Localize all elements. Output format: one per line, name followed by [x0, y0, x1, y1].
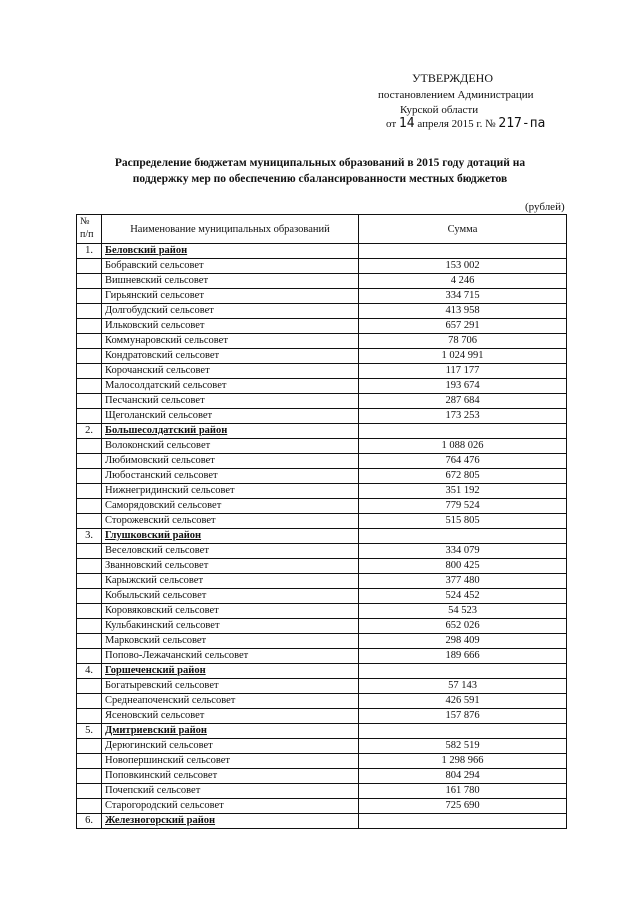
table-row [77, 439, 567, 454]
row-sum: 117 177 [359, 364, 567, 379]
row-name: Саморядовский сельсовет [102, 499, 359, 514]
row-number [77, 349, 102, 364]
row-number [77, 544, 102, 559]
table-header-row [77, 215, 567, 244]
row-number [77, 409, 102, 424]
row-sum: 1 088 026 [359, 439, 567, 454]
row-name [102, 529, 359, 544]
approval-day: 14 [398, 116, 415, 131]
table-row [77, 784, 567, 799]
row-number [77, 574, 102, 589]
row-name: Корочанский сельсовет [102, 364, 359, 379]
table-row [77, 619, 567, 634]
table-row [77, 739, 567, 754]
row-name: Ильковский сельсовет [102, 319, 359, 334]
row-name: Гирьянский сельсовет [102, 289, 359, 304]
table-row [77, 544, 567, 559]
approval-heading: УТВЕРЖДЕНО [412, 71, 494, 85]
district-row [77, 529, 567, 544]
row-number [77, 604, 102, 619]
approval-date-line [386, 116, 545, 132]
row-sum: 173 253 [359, 409, 567, 424]
district-name: Горшеченский район [105, 665, 206, 676]
table-row [77, 694, 567, 709]
row-name: Кондратовский сельсовет [102, 349, 359, 364]
district-row [77, 424, 567, 439]
row-number [77, 739, 102, 754]
row-sum: 287 684 [359, 394, 567, 409]
row-name: Щеголанский сельсовет [102, 409, 359, 424]
row-sum: 1 024 991 [359, 349, 567, 364]
row-sum: 524 452 [359, 589, 567, 604]
row-name: Сторожевский сельсовет [102, 514, 359, 529]
row-number [77, 364, 102, 379]
row-name: Песчанский сельсовет [102, 394, 359, 409]
row-sum: 189 666 [359, 649, 567, 664]
district-row [77, 244, 567, 259]
row-name: Среднеапоченский сельсовет [102, 694, 359, 709]
table-row [77, 319, 567, 334]
row-sum: 1 298 966 [359, 754, 567, 769]
row-sum [359, 814, 567, 829]
row-number [77, 799, 102, 814]
row-sum: 78 706 [359, 334, 567, 349]
row-sum: 804 294 [359, 769, 567, 784]
table-row [77, 754, 567, 769]
table-row [77, 634, 567, 649]
row-number [77, 634, 102, 649]
row-sum [359, 244, 567, 259]
row-sum [359, 424, 567, 439]
row-number [77, 304, 102, 319]
row-number [77, 274, 102, 289]
row-sum: 672 805 [359, 469, 567, 484]
row-number: 3. [77, 529, 102, 544]
row-sum: 413 958 [359, 304, 567, 319]
row-number [77, 769, 102, 784]
row-number [77, 454, 102, 469]
table-row [77, 574, 567, 589]
table-row [77, 679, 567, 694]
approval-date-prefix: от [386, 118, 397, 130]
row-sum [359, 529, 567, 544]
row-name: Новопершинский сельсовет [102, 754, 359, 769]
row-sum: 4 246 [359, 274, 567, 289]
row-name: Кульбакинский сельсовет [102, 619, 359, 634]
district-row [77, 724, 567, 739]
row-name: Нижнегридинский сельсовет [102, 484, 359, 499]
row-number [77, 559, 102, 574]
table-row [77, 514, 567, 529]
row-number: 6. [77, 814, 102, 829]
row-name: Марковский сельсовет [102, 634, 359, 649]
row-number [77, 649, 102, 664]
row-name: Богатыревский сельсовет [102, 679, 359, 694]
row-name [102, 724, 359, 739]
row-number: 2. [77, 424, 102, 439]
row-number [77, 439, 102, 454]
row-sum: 764 476 [359, 454, 567, 469]
district-name: Беловский район [105, 245, 188, 256]
row-name: Ясеновский сельсовет [102, 709, 359, 724]
table-row [77, 259, 567, 274]
row-number [77, 469, 102, 484]
row-name: Волоконский сельсовет [102, 439, 359, 454]
table-row [77, 709, 567, 724]
row-sum [359, 724, 567, 739]
district-name: Глушковский район [105, 530, 202, 541]
row-number [77, 619, 102, 634]
currency-unit: (рублей) [525, 201, 565, 213]
table-row [77, 799, 567, 814]
row-number [77, 499, 102, 514]
district-name: Большесолдатский район [105, 425, 228, 436]
table-row [77, 394, 567, 409]
district-name: Дмитриевский район [105, 725, 207, 736]
table-row [77, 349, 567, 364]
row-number [77, 259, 102, 274]
row-name: Любостанский сельсовет [102, 469, 359, 484]
table-row [77, 559, 567, 574]
row-name [102, 424, 359, 439]
row-number [77, 319, 102, 334]
table-row [77, 769, 567, 784]
table-row [77, 364, 567, 379]
district-row [77, 814, 567, 829]
row-number [77, 394, 102, 409]
table-row [77, 499, 567, 514]
row-sum: 54 523 [359, 604, 567, 619]
row-sum: 153 002 [359, 259, 567, 274]
row-number [77, 589, 102, 604]
row-sum: 426 591 [359, 694, 567, 709]
row-number [77, 289, 102, 304]
row-name: Малосолдатский сельсовет [102, 379, 359, 394]
table-row [77, 289, 567, 304]
district-name: Железногорский район [105, 815, 216, 826]
row-sum: 657 291 [359, 319, 567, 334]
document-title: Распределение бюджетам муниципальных образований в 2015 году дотаций на поддержку мер по обеспечению сбалансированности местных бюджетов [114, 157, 526, 185]
row-name [102, 244, 359, 259]
row-name: Старогородский сельсовет [102, 799, 359, 814]
row-name: Попово-Лежачанский сельсовет [102, 649, 359, 664]
table-row [77, 274, 567, 289]
table-row [77, 649, 567, 664]
row-name: Коровяковский сельсовет [102, 604, 359, 619]
row-sum: 298 409 [359, 634, 567, 649]
row-number [77, 754, 102, 769]
row-sum: 351 192 [359, 484, 567, 499]
table-row [77, 379, 567, 394]
row-name [102, 814, 359, 829]
row-name: Любимовский сельсовет [102, 454, 359, 469]
row-name: Кобыльский сельсовет [102, 589, 359, 604]
row-name [102, 664, 359, 679]
row-sum: 725 690 [359, 799, 567, 814]
approval-date-middle: апреля 2015 г. № [417, 118, 496, 130]
row-name: Дерюгинский сельсовет [102, 739, 359, 754]
table-row [77, 589, 567, 604]
row-name: Бобравский сельсовет [102, 259, 359, 274]
row-sum: 377 480 [359, 574, 567, 589]
row-sum: 57 143 [359, 679, 567, 694]
row-number [77, 694, 102, 709]
row-number: 4. [77, 664, 102, 679]
row-name: Коммунаровский сельсовет [102, 334, 359, 349]
row-number [77, 484, 102, 499]
table-row [77, 604, 567, 619]
row-number [77, 514, 102, 529]
table-row [77, 334, 567, 349]
row-sum: 334 079 [359, 544, 567, 559]
row-name: Вишневский сельсовет [102, 274, 359, 289]
header-number: № п/п [77, 215, 102, 244]
row-name: Званновский сельсовет [102, 559, 359, 574]
row-sum: 334 715 [359, 289, 567, 304]
row-sum: 161 780 [359, 784, 567, 799]
row-name: Поповкинский сельсовет [102, 769, 359, 784]
table-row [77, 304, 567, 319]
row-number: 1. [77, 244, 102, 259]
table-row [77, 454, 567, 469]
row-sum: 652 026 [359, 619, 567, 634]
row-sum [359, 664, 567, 679]
row-sum: 779 524 [359, 499, 567, 514]
header-name: Наименование муниципальных образований [102, 215, 359, 244]
approval-region: Курской области [400, 104, 479, 116]
row-number [77, 784, 102, 799]
approval-number: 217-па [498, 116, 546, 131]
row-sum: 515 805 [359, 514, 567, 529]
row-name: Почепский сельсовет [102, 784, 359, 799]
row-name: Карыжский сельсовет [102, 574, 359, 589]
row-number [77, 709, 102, 724]
row-name: Долгобудский сельсовет [102, 304, 359, 319]
row-number [77, 679, 102, 694]
table-row [77, 409, 567, 424]
row-number [77, 379, 102, 394]
subsidy-table [76, 214, 567, 829]
row-sum: 157 876 [359, 709, 567, 724]
approval-issuer: постановлением Администрации [378, 89, 534, 101]
row-sum: 800 425 [359, 559, 567, 574]
table-row [77, 484, 567, 499]
row-sum: 582 519 [359, 739, 567, 754]
header-sum: Сумма [359, 215, 567, 244]
row-number: 5. [77, 724, 102, 739]
row-name: Веселовский сельсовет [102, 544, 359, 559]
district-row [77, 664, 567, 679]
row-number [77, 334, 102, 349]
row-sum: 193 674 [359, 379, 567, 394]
table-body [77, 244, 567, 829]
table-row [77, 469, 567, 484]
